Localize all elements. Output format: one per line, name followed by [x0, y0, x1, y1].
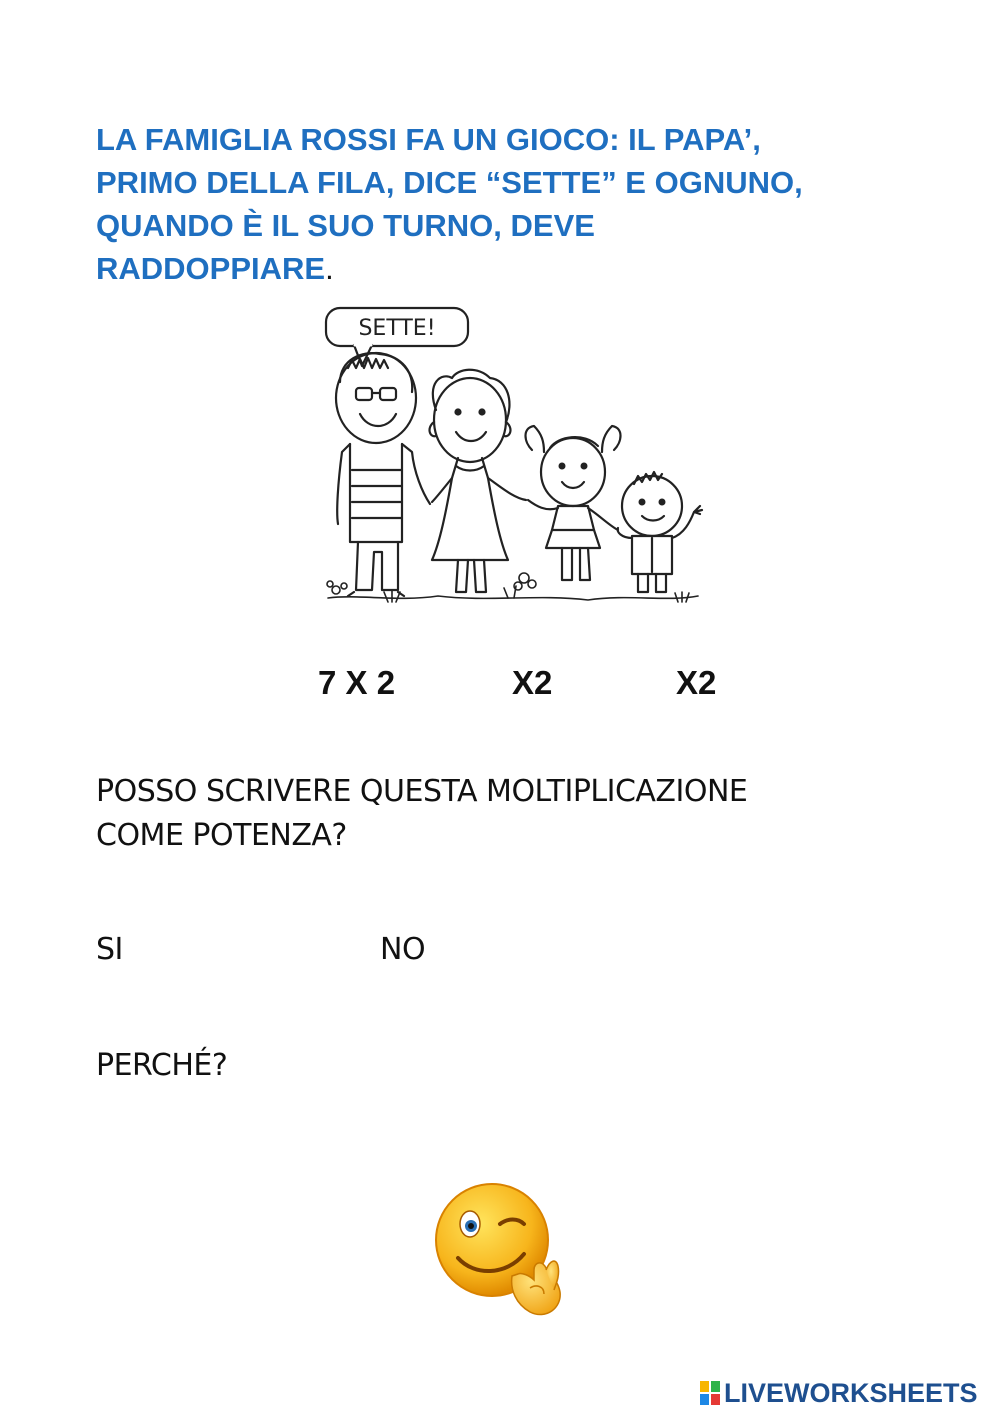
intro-line-4-text: RADDOPPIARE: [96, 251, 326, 286]
why-label: PERCHÉ?: [96, 1048, 228, 1083]
intro-period: .: [325, 251, 334, 286]
question-line-2: COME POTENZA?: [96, 818, 347, 853]
intro-line-2: PRIMO DELLA FILA, DICE “SETTE” E OGNUNO,: [96, 165, 803, 200]
expression-second: X2: [512, 664, 553, 701]
speech-bubble-text: SETTE!: [358, 316, 436, 341]
question-line-1: POSSO SCRIVERE QUESTA MOLTIPLICAZIONE: [96, 774, 748, 809]
intro-line-3: QUANDO È IL SUO TURNO, DEVE: [96, 208, 595, 243]
winking-ok-hand-emoji-icon: [430, 1180, 570, 1325]
option-yes[interactable]: SI: [96, 932, 123, 967]
liveworksheets-logo[interactable]: [700, 1378, 978, 1408]
intro-line-4: [96, 247, 896, 290]
logo-square-1: [700, 1381, 709, 1392]
mother-figure: [430, 370, 526, 592]
intro-line-1: LA FAMIGLIA ROSSI FA UN GIOCO: IL PAPA’,: [96, 122, 761, 157]
option-no[interactable]: NO: [380, 932, 426, 967]
logo-square-4: [711, 1394, 720, 1405]
boy-figure: [618, 472, 702, 592]
logo-text: LIVEWORKSHEETS: [724, 1377, 978, 1408]
intro-paragraph: [96, 118, 896, 290]
girl-figure: [526, 426, 621, 580]
father-figure: [336, 353, 430, 596]
expression-third: X2: [676, 664, 717, 701]
logo-square-2: [711, 1381, 720, 1392]
speech-bubble: [326, 308, 468, 366]
family-illustration: [318, 302, 708, 614]
logo-square-3: [700, 1394, 709, 1405]
expression-first: 7 X 2: [318, 664, 396, 701]
logo-grid-icon: [700, 1381, 720, 1405]
